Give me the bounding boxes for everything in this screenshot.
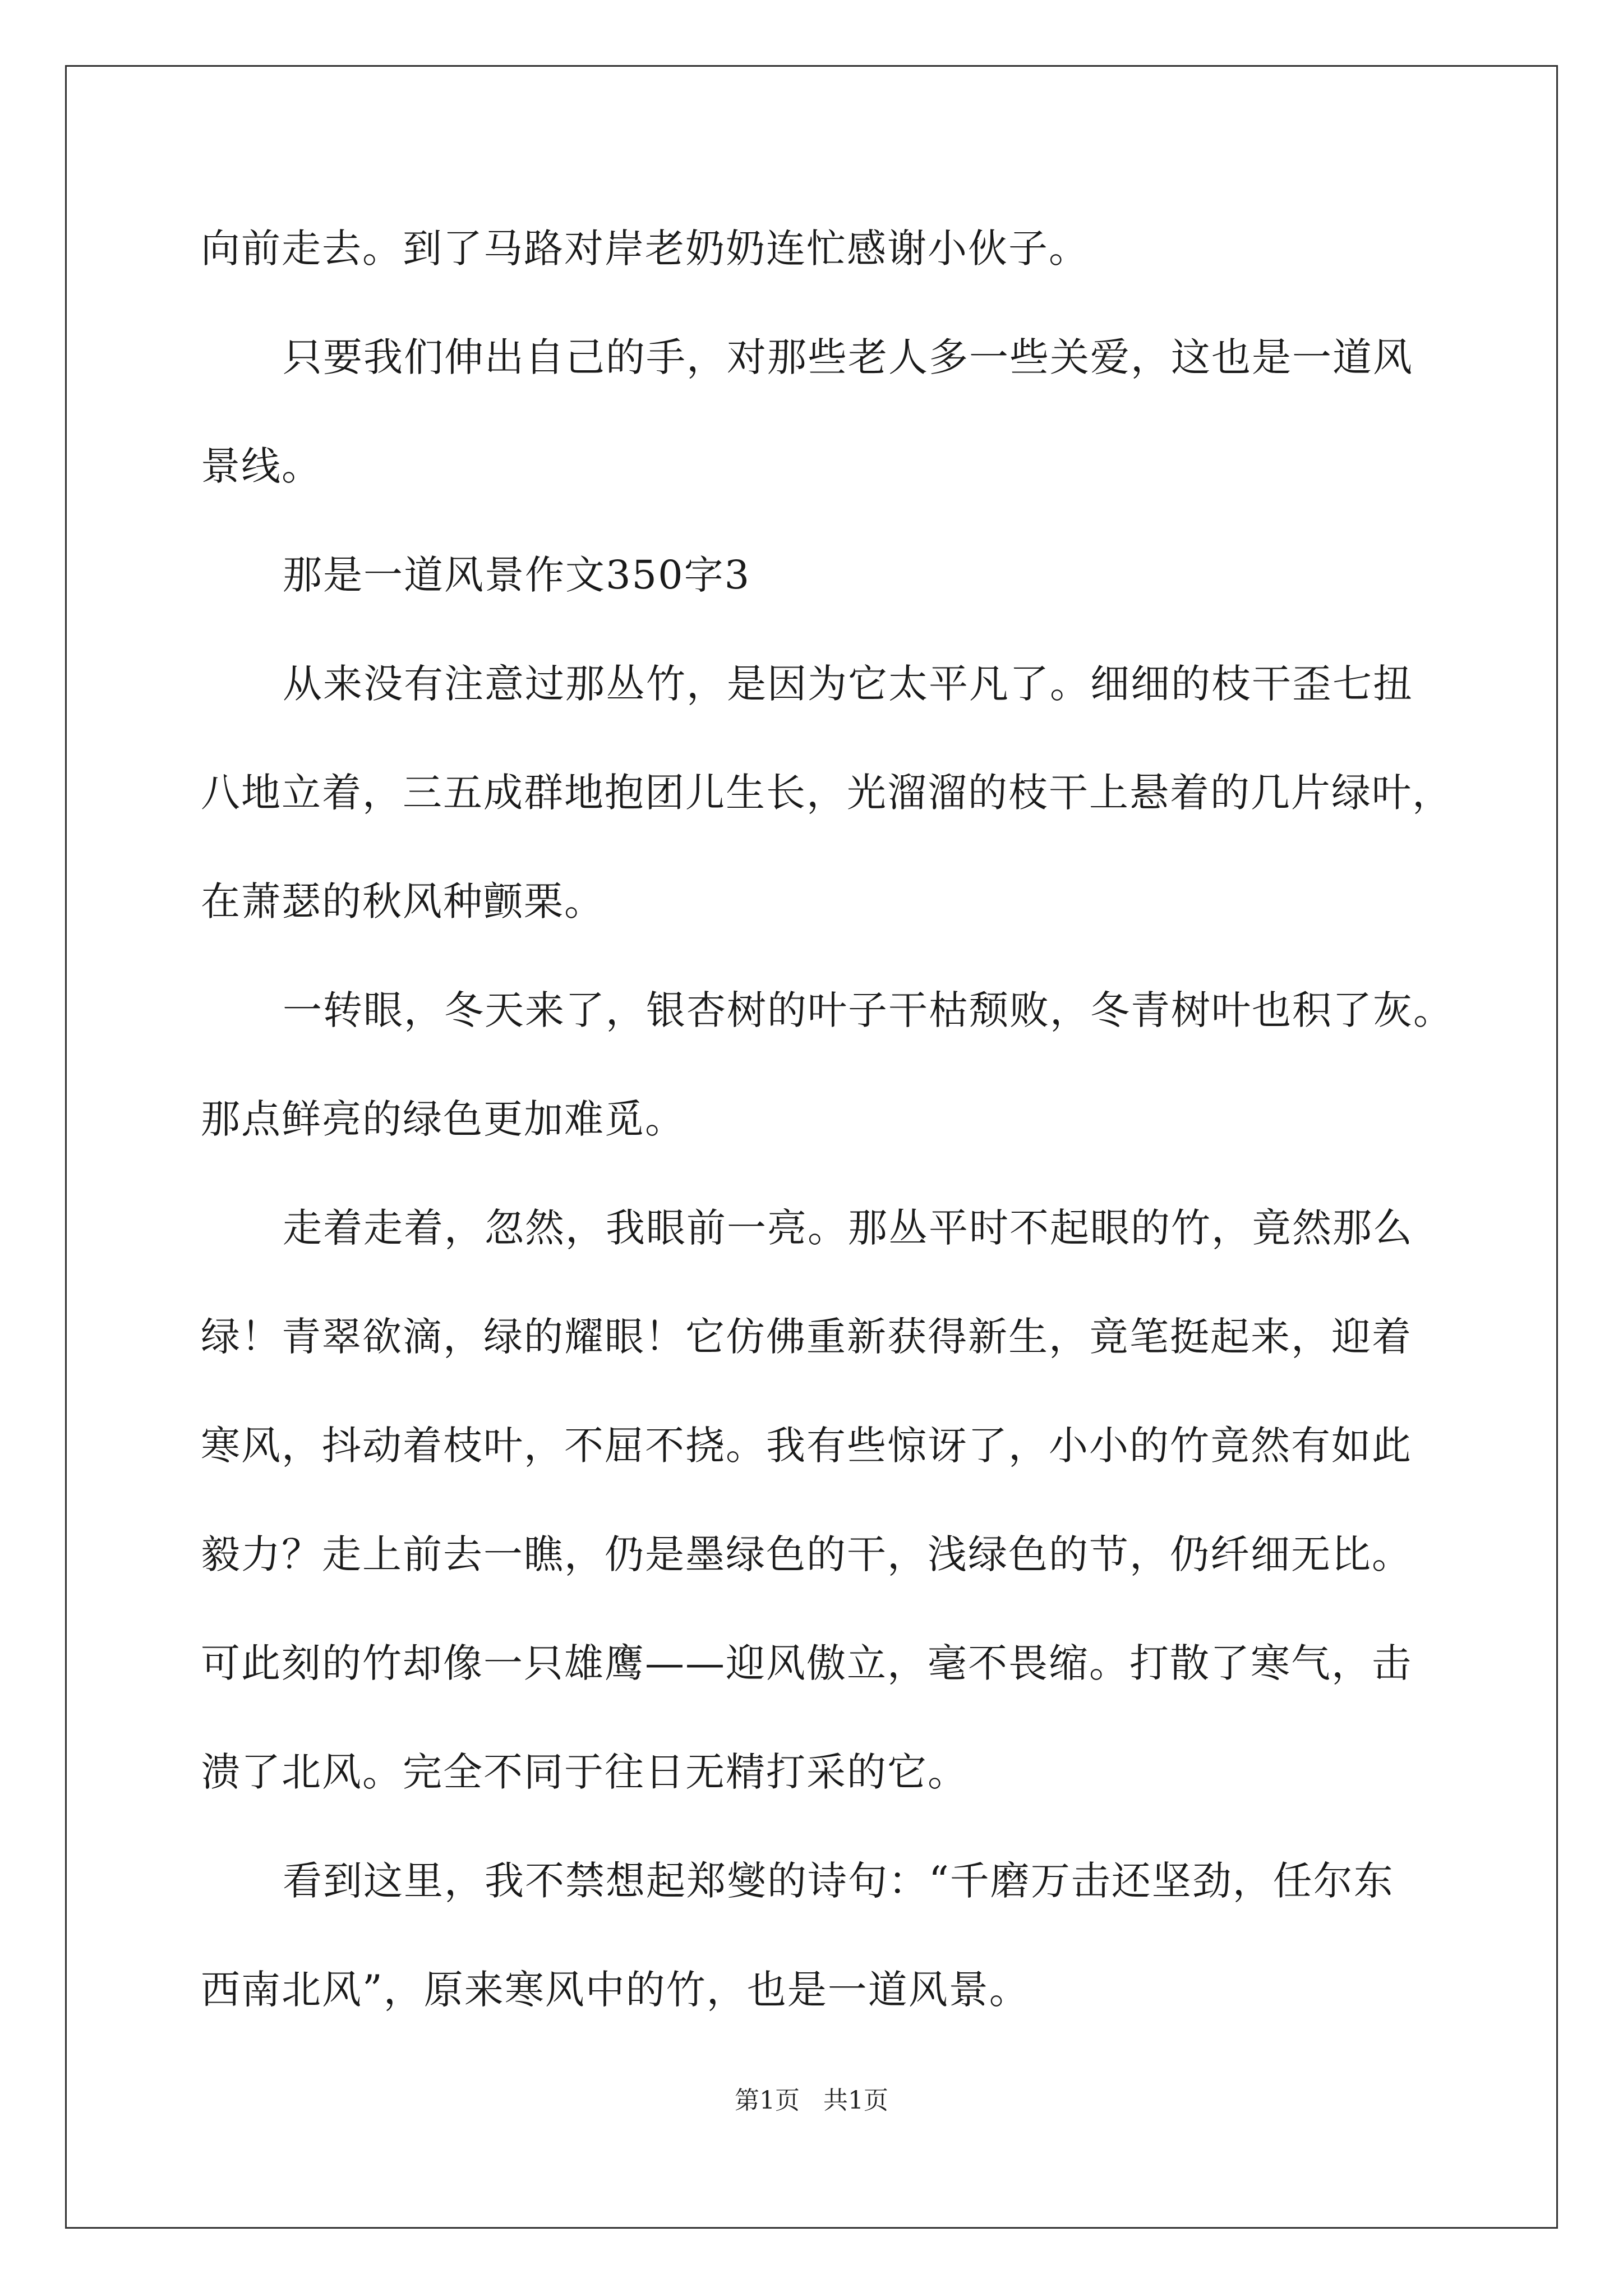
text-line: 毅力？走上前去一瞧，仍是墨绿色的干，浅绿色的节，仍纤细无比。	[201, 1531, 1412, 1577]
text-line: 向前走去。到了马路对岸老奶奶连忙感谢小伙子。	[201, 226, 1089, 272]
page-number-footer: 第1页 共1页	[735, 2086, 888, 2115]
text-line: 看到这里，我不禁想起郑燮的诗句：“千磨万击还坚劲，任尔东	[283, 1858, 1394, 1904]
text-line: 溃了北风。完全不同于往日无精打采的它。	[201, 1749, 968, 1795]
text-line: 从来没有注意过那丛竹，是因为它太平凡了。细细的枝干歪七扭	[283, 661, 1413, 707]
text-line: 那点鲜亮的绿色更加难觅。	[201, 1096, 685, 1142]
text-line: 可此刻的竹却像一只雄鹰——迎风傲立，毫不畏缩。打散了寒气，击	[201, 1640, 1412, 1686]
text-line: 走着走着，忽然，我眼前一亮。那丛平时不起眼的竹，竟然那么	[283, 1205, 1413, 1251]
text-line: 只要我们伸出自己的手，对那些老人多一些关爱，这也是一道风	[283, 334, 1413, 380]
document-body	[201, 222, 1468, 2072]
text-line: 景线。	[201, 443, 322, 489]
text-line: 一转眼，冬天来了，银杏树的叶子干枯颓败，冬青树叶也积了灰。	[283, 987, 1454, 1033]
text-line: 八地立着，三五成群地抱团儿生长，光溜溜的枝干上悬着的几片绿叶，	[201, 770, 1453, 816]
text-line: 在萧瑟的秋风种颤栗。	[201, 878, 605, 924]
text-line: 寒风，抖动着枝叶，不屈不挠。我有些惊讶了，小小的竹竟然有如此	[201, 1423, 1412, 1469]
section-heading: 那是一道风景作文350字3	[283, 552, 751, 598]
text-line: 西南北风”，原来寒风中的竹，也是一道风景。	[201, 1967, 1030, 2013]
text-line: 绿！青翠欲滴，绿的耀眼！它仿佛重新获得新生，竟笔挺起来，迎着	[201, 1314, 1412, 1360]
